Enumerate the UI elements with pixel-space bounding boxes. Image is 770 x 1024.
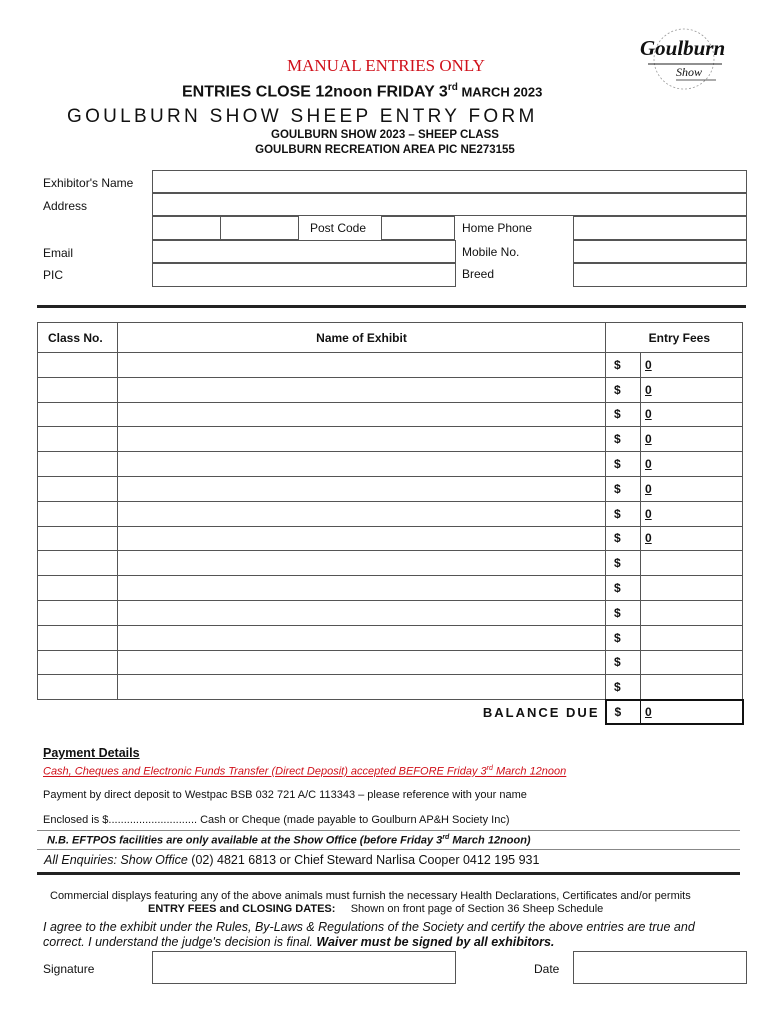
class-no-cell[interactable] bbox=[38, 353, 118, 378]
closing-dates-label: ENTRY FEES and CLOSING DATES: bbox=[148, 903, 336, 915]
class-no-cell[interactable] bbox=[38, 650, 118, 675]
eftpos-text: N.B. EFTPOS facilities are only available at the Show Office (before Friday 3 bbox=[47, 834, 443, 847]
breed-field[interactable] bbox=[573, 263, 747, 287]
exhibit-name-cell[interactable] bbox=[118, 427, 606, 452]
form-subtitle-2: GOULBURN RECREATION AREA PIC NE273155 bbox=[255, 144, 515, 156]
exhibit-name-cell[interactable] bbox=[118, 476, 606, 501]
signature-label: Signature bbox=[43, 962, 95, 976]
exhibit-name-cell[interactable] bbox=[118, 402, 606, 427]
exhibit-name-cell[interactable] bbox=[118, 576, 606, 601]
divider bbox=[37, 849, 740, 850]
logo-subtext: Show bbox=[676, 65, 703, 79]
class-no-cell[interactable] bbox=[38, 576, 118, 601]
table-row bbox=[38, 526, 743, 551]
exhibit-name-cell[interactable] bbox=[118, 501, 606, 526]
closing-dates-text: Shown on front page of Section 36 Sheep Schedule bbox=[350, 903, 604, 915]
commercial-notice: Commercial displays featuring any of the above animals must furnish the necessary Health Declarations, Certificates and/or permits bbox=[50, 890, 691, 902]
eftpos-note bbox=[47, 834, 531, 847]
exhibit-name-cell[interactable] bbox=[118, 625, 606, 650]
class-no-cell[interactable] bbox=[38, 675, 118, 700]
waiver-notice: Waiver must be signed by all exhibitors. bbox=[316, 935, 555, 949]
entries-table bbox=[37, 322, 744, 725]
class-no-header: Class No. bbox=[38, 323, 118, 353]
address-line2-field-a[interactable] bbox=[152, 216, 221, 240]
entries-close-month: MARCH 2023 bbox=[457, 84, 543, 100]
breed-label: Breed bbox=[462, 267, 495, 281]
fee-value[interactable]: 0 bbox=[641, 476, 743, 501]
agreement-text: correct. I understand the judge's decision is final. bbox=[43, 935, 317, 949]
mobile-field[interactable] bbox=[573, 240, 747, 263]
fee-currency: $ bbox=[606, 526, 641, 551]
agreement-line-2 bbox=[43, 935, 554, 949]
table-row bbox=[38, 576, 743, 601]
fee-value[interactable] bbox=[641, 600, 743, 625]
enquiries-contact: (02) 4821 6813 or Chief Steward Narlisa Cooper 0412 195 931 bbox=[191, 853, 540, 867]
pic-field[interactable] bbox=[152, 263, 456, 287]
manual-entries-notice: MANUAL ENTRIES ONLY bbox=[287, 56, 485, 75]
fee-currency: $ bbox=[606, 675, 641, 700]
table-row bbox=[38, 600, 743, 625]
table-row bbox=[38, 427, 743, 452]
fee-value[interactable]: 0 bbox=[641, 353, 743, 378]
fee-currency: $ bbox=[606, 551, 641, 576]
balance-value[interactable]: 0 bbox=[641, 700, 743, 725]
exhibit-name-cell[interactable] bbox=[118, 551, 606, 576]
date-field[interactable] bbox=[573, 951, 747, 984]
postcode-label: Post Code bbox=[310, 221, 367, 235]
address-line2-field-b[interactable] bbox=[220, 216, 299, 240]
pic-label: PIC bbox=[43, 268, 64, 282]
class-no-cell[interactable] bbox=[38, 526, 118, 551]
table-header-row bbox=[38, 323, 743, 353]
exhibit-name-cell[interactable] bbox=[118, 526, 606, 551]
table-row bbox=[38, 625, 743, 650]
table-row bbox=[38, 675, 743, 700]
class-no-cell[interactable] bbox=[38, 427, 118, 452]
direct-deposit-info: Payment by direct deposit to Westpac BSB 032 721 A/C 113343 – please reference with your name bbox=[43, 789, 527, 801]
payment-methods bbox=[43, 765, 566, 778]
exhibit-name-cell[interactable] bbox=[118, 353, 606, 378]
form-title: GOULBURN SHOW SHEEP ENTRY FORM bbox=[67, 106, 538, 127]
fee-value[interactable] bbox=[641, 625, 743, 650]
fee-value[interactable]: 0 bbox=[641, 377, 743, 402]
table-row bbox=[38, 452, 743, 477]
date-label: Date bbox=[534, 962, 560, 976]
mobile-label: Mobile No. bbox=[462, 245, 520, 259]
class-no-cell[interactable] bbox=[38, 476, 118, 501]
table-row bbox=[38, 476, 743, 501]
address-field[interactable] bbox=[152, 193, 747, 216]
divider bbox=[37, 830, 740, 831]
payment-heading: Payment Details bbox=[43, 746, 140, 760]
enclosed-amount: Enclosed is $............................. Cash or Cheque (made payable to Goulburn AP&H Society Inc) bbox=[43, 814, 510, 826]
fee-value[interactable] bbox=[641, 551, 743, 576]
form-subtitle-1: GOULBURN SHOW 2023 – SHEEP CLASS bbox=[271, 129, 499, 141]
table-row bbox=[38, 501, 743, 526]
closing-dates-line bbox=[148, 903, 603, 915]
fee-value[interactable] bbox=[641, 650, 743, 675]
signature-field[interactable] bbox=[152, 951, 456, 984]
exhibit-name-cell[interactable] bbox=[118, 600, 606, 625]
fee-value[interactable] bbox=[641, 675, 743, 700]
table-row bbox=[38, 402, 743, 427]
balance-currency: $ bbox=[606, 700, 641, 725]
exhibit-name-cell[interactable] bbox=[118, 650, 606, 675]
fee-currency: $ bbox=[606, 402, 641, 427]
fee-value[interactable]: 0 bbox=[641, 402, 743, 427]
enquiries-label: All Enquiries: Show Office bbox=[44, 853, 192, 867]
section-divider bbox=[37, 872, 740, 875]
fee-value[interactable]: 0 bbox=[641, 427, 743, 452]
fee-currency: $ bbox=[606, 353, 641, 378]
exhibitor-name-field[interactable] bbox=[152, 170, 747, 193]
exhibit-name-cell[interactable] bbox=[118, 377, 606, 402]
class-no-cell[interactable] bbox=[38, 452, 118, 477]
class-no-cell[interactable] bbox=[38, 501, 118, 526]
goulburn-show-logo bbox=[636, 26, 732, 92]
postcode-field[interactable] bbox=[381, 216, 455, 240]
fee-value[interactable]: 0 bbox=[641, 501, 743, 526]
fee-currency: $ bbox=[606, 377, 641, 402]
fee-currency: $ bbox=[606, 600, 641, 625]
exhibitor-name-label: Exhibitor's Name bbox=[43, 176, 134, 190]
class-no-cell[interactable] bbox=[38, 402, 118, 427]
fee-value[interactable]: 0 bbox=[641, 452, 743, 477]
table-row bbox=[38, 650, 743, 675]
payment-methods-end: March 12noon bbox=[492, 765, 567, 778]
email-field[interactable] bbox=[152, 240, 456, 263]
payment-methods-sup: rd bbox=[486, 765, 493, 772]
class-no-cell[interactable] bbox=[38, 600, 118, 625]
eftpos-end: March 12noon) bbox=[449, 834, 531, 847]
fee-currency: $ bbox=[606, 625, 641, 650]
fee-currency: $ bbox=[606, 452, 641, 477]
logo-text: Goulburn bbox=[640, 36, 726, 60]
exhibit-name-cell[interactable] bbox=[118, 675, 606, 700]
exhibit-name-header: Name of Exhibit bbox=[118, 323, 606, 353]
entries-close-notice bbox=[182, 82, 542, 101]
agreement-line-1: I agree to the exhibit under the Rules, By-Laws & Regulations of the Society and certify the above entries are true and bbox=[43, 920, 695, 934]
entries-close-text: ENTRIES CLOSE 12noon FRIDAY 3 bbox=[182, 83, 448, 101]
home-phone-label: Home Phone bbox=[462, 221, 533, 235]
table-row bbox=[38, 551, 743, 576]
fee-value[interactable] bbox=[641, 576, 743, 601]
section-divider bbox=[37, 305, 746, 308]
fee-currency: $ bbox=[606, 427, 641, 452]
address-label: Address bbox=[43, 199, 88, 213]
table-row bbox=[38, 377, 743, 402]
balance-row bbox=[38, 700, 743, 725]
email-label: Email bbox=[43, 246, 74, 260]
entries-close-sup: rd bbox=[447, 82, 458, 93]
entry-fees-header: Entry Fees bbox=[606, 323, 743, 353]
fee-currency: $ bbox=[606, 501, 641, 526]
payment-methods-text: Cash, Cheques and Electronic Funds Transfer (Direct Deposit) accepted BEFORE Friday 3 bbox=[43, 765, 487, 778]
home-phone-field[interactable] bbox=[573, 216, 747, 240]
class-no-cell[interactable] bbox=[38, 625, 118, 650]
exhibit-name-cell[interactable] bbox=[118, 452, 606, 477]
table-row bbox=[38, 353, 743, 378]
enquiries-info bbox=[44, 853, 539, 867]
class-no-cell[interactable] bbox=[38, 377, 118, 402]
class-no-cell[interactable] bbox=[38, 551, 118, 576]
fee-currency: $ bbox=[606, 576, 641, 601]
balance-due-label: BALANCE DUE bbox=[482, 704, 600, 720]
fee-currency: $ bbox=[606, 650, 641, 675]
fee-value[interactable]: 0 bbox=[641, 526, 743, 551]
eftpos-sup: rd bbox=[442, 834, 450, 841]
fee-currency: $ bbox=[606, 476, 641, 501]
